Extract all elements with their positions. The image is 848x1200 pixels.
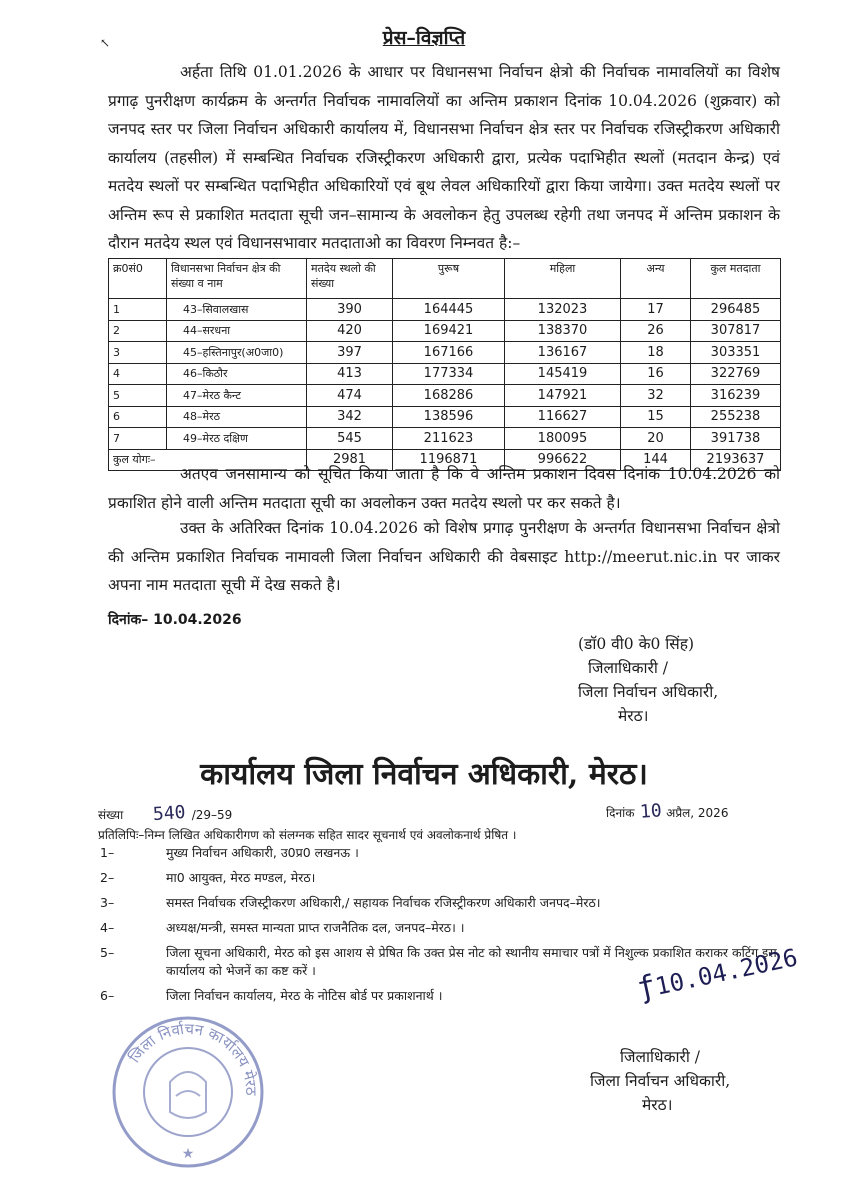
letter-date-rest: अप्रैल, 2026	[666, 806, 729, 820]
cell-serial: 1	[109, 299, 167, 321]
cell-polling-stations: 545	[307, 428, 393, 450]
cell-male: 164445	[393, 299, 505, 321]
cell-male: 177334	[393, 363, 505, 385]
website-paragraph	[108, 514, 780, 600]
letter-date-label: दिनांक	[606, 806, 635, 820]
cell-polling-stations: 474	[307, 385, 393, 407]
cell-serial: 3	[109, 342, 167, 364]
svg-text:★: ★	[181, 1146, 195, 1162]
signatory-office: जिला निर्वाचन अधिकारी,	[578, 683, 719, 701]
cell-constituency: 43–सिवालखास	[167, 299, 307, 321]
scan-mark: ↖	[100, 36, 111, 50]
list-item-text: मा0 आयुक्त, मेरठ मण्डल, मेरठ।	[166, 870, 316, 885]
cell-serial: 4	[109, 363, 167, 385]
cell-serial: 7	[109, 428, 167, 450]
cell-constituency: 44–सरधना	[167, 320, 307, 342]
cell-polling-stations: 390	[307, 299, 393, 321]
cell-total-male: 1196871	[393, 449, 505, 471]
cell-constituency: 45–हस्तिनापुर(अ0जा0)	[167, 342, 307, 364]
table-row	[109, 406, 781, 428]
list-item-text: समस्त निर्वाचक रजिस्ट्रीकरण अधिकारी,/ सहायक निर्वाचक रजिस्ट्रीकरण अधिकारी जनपद–मेरठ।	[166, 895, 601, 910]
table-row	[109, 299, 781, 321]
cell-polling-stations: 397	[307, 342, 393, 364]
cell-female: 136167	[505, 342, 621, 364]
intro-paragraph	[108, 58, 780, 258]
list-item-number: 1–	[100, 845, 115, 860]
cell-polling-stations: 413	[307, 363, 393, 385]
header-male: पुरूष	[393, 259, 505, 299]
signature-scribble: ƒ	[634, 968, 660, 1007]
signatory-name: (डॉ0 वी0 के0 सिंह)	[578, 635, 695, 653]
header-constituency: विधानसभा निर्वाचन क्षेत्र की संख्या व नाम	[167, 259, 307, 299]
public-notice-text: अतएव जनसामान्य को सूचित किया जाता है कि वे अन्तिम प्रकाशन दिवस दिनांक 10.04.2026 को प्रकाशित होने वाली अन्तिम मतदाता सूची का अवलोकन उक्त मतदेय स्थलो पर कर सकते है।	[108, 465, 780, 512]
signatory-city: मेरठ।	[642, 1096, 673, 1114]
header-serial: क्र0सं0	[109, 259, 167, 299]
cell-other: 32	[621, 385, 691, 407]
signatory-designation: जिलाधिकारी /	[588, 659, 669, 677]
list-item-text: जिला निर्वाचन कार्यालय, मेरठ के नोटिस बोर्ड पर प्रकाशनार्थ ।	[166, 988, 443, 1003]
signature-block-2	[590, 1045, 790, 1117]
cell-other: 17	[621, 299, 691, 321]
list-item-number: 3–	[100, 895, 115, 910]
list-item-number: 5–	[100, 945, 115, 960]
cell-female: 132023	[505, 299, 621, 321]
cell-total: 391738	[691, 428, 781, 450]
list-item	[100, 919, 790, 937]
list-item-number: 2–	[100, 870, 115, 885]
list-item	[100, 894, 790, 912]
header-total: कुल मतदाता	[691, 259, 781, 299]
cell-male: 211623	[393, 428, 505, 450]
website-text: उक्त के अतिरिक्त दिनांक 10.04.2026 को विशेष प्रगाढ़ पुनरीक्षण के अन्तर्गत विधानसभा निर्वाचन क्षेत्रो की अन्तिम प्रकाशित निर्वाचक नामावली जिला निर्वाचन अधिकारी की वेबसाइट http://meerut.nic.in पर जाकर अपना नाम मतदाता सूची में देख सकते है।	[108, 519, 780, 594]
table-row	[109, 428, 781, 450]
cell-female: 138370	[505, 320, 621, 342]
intro-text: अर्हता तिथि 01.01.2026 के आधार पर विधानसभा निर्वाचन क्षेत्रो की निर्वाचक नामावलियों का विशेष प्रगाढ़ पुनरीक्षण कार्यक्रम के अन्तर्गत निर्वाचक नामावलियों का अन्तिम प्रकाशन दिनांक 10.04.2026 (शुक्रवार) को जनपद स्तर पर जिला निर्वाचन अधिकारी कार्यालय में, विधानसभा निर्वाचन क्षेत्र स्तर पर निर्वाचक रजिस्ट्रीकरण अधिकारी कार्यालय (तहसील) में सम्बन्धित निर्वाचक रजिस्ट्रीकरण अधिकारी द्वारा, प्रत्येक पदाभिहीत स्थलों (मतदान केन्द्र) एवं मतदेय स्थलों पर सम्बन्धित पदाभिहीत अधिकारियों एवं बूथ लेवल अधिकारियों द्वारा किया जायेगा। उक्त मतदेय स्थलों पर अन्तिम रूप से प्रकाशित मतदाता सूची जन–सामान्य के अवलोकन हेतु उपलब्ध रहेगी तथा जनपद में अन्तिम प्रकाशन के दौरान मतदेय स्थल एवं विधानसभावार मतदाताओ का विवरण निम्नवत है:–	[108, 63, 780, 252]
cell-constituency: 47–मेरठ कैन्ट	[167, 385, 307, 407]
date-line: दिनांक– 10.04.2026	[108, 612, 242, 628]
list-item-text: मुख्य निर्वाचन अधिकारी, उ0प्र0 लखनऊ ।	[166, 845, 359, 860]
cell-total: 322769	[691, 363, 781, 385]
cell-male: 138596	[393, 406, 505, 428]
letter-date	[606, 801, 728, 822]
table-row	[109, 385, 781, 407]
list-item	[100, 869, 790, 887]
signatory-designation: जिलाधिकारी /	[620, 1048, 701, 1066]
reference-number	[98, 803, 232, 824]
office-heading: कार्यालय जिला निर्वाचन अधिकारी, मेरठ।	[200, 757, 648, 792]
cell-male: 169421	[393, 320, 505, 342]
list-item-text: अध्यक्ष/मन्त्री, समस्त मान्यता प्राप्त राजनैतिक दल, जनपद–मेरठ। ।	[166, 920, 465, 935]
table-row	[109, 320, 781, 342]
table-row	[109, 342, 781, 364]
list-item	[100, 844, 790, 862]
header-other: अन्य	[621, 259, 691, 299]
cell-polling-stations: 420	[307, 320, 393, 342]
list-item-number: 6–	[100, 988, 115, 1003]
cell-serial: 5	[109, 385, 167, 407]
cell-female: 145419	[505, 363, 621, 385]
copy-to-line: प्रतिलिपिः–निम्न लिखित अधिकारीगण को संलग्नक सहित सादर सूचनार्थ एवं अवलोकनार्थ प्रेषित ।	[98, 828, 517, 842]
reference-label: संख्या	[98, 808, 124, 822]
cell-grand-total: 2193637	[691, 449, 781, 471]
cell-other: 26	[621, 320, 691, 342]
cell-total-other: 144	[621, 449, 691, 471]
cell-other: 15	[621, 406, 691, 428]
reference-handwritten: 540	[152, 801, 187, 826]
cell-male: 167166	[393, 342, 505, 364]
voter-table	[108, 258, 781, 471]
public-notice-paragraph	[108, 460, 780, 517]
cell-female: 180095	[505, 428, 621, 450]
document-title: प्रेस–विज्ञप्ति	[382, 27, 466, 49]
cell-constituency: 48–मेरठ	[167, 406, 307, 428]
letter-date-handwritten: 10	[639, 800, 663, 823]
cell-total: 307817	[691, 320, 781, 342]
signatory-city: मेरठ।	[618, 707, 649, 725]
cell-serial: 6	[109, 406, 167, 428]
office-seal-stamp	[108, 1012, 268, 1172]
table-header-row	[109, 259, 781, 299]
cell-polling-stations: 342	[307, 406, 393, 428]
cell-other: 16	[621, 363, 691, 385]
cell-female: 147921	[505, 385, 621, 407]
handwritten-date: 10.04.2026	[652, 943, 801, 1001]
cell-male: 168286	[393, 385, 505, 407]
cell-female: 116627	[505, 406, 621, 428]
list-item-text: जिला सूचना अधिकारी, मेरठ को इस आशय से प्रेषित कि उक्त प्रेस नोट को स्थानीय समाचार पत्रों में निशुल्क प्रकाशित कराकर कटिंग इस कार्यालय को भेजनें का कष्ट करें ।	[166, 945, 777, 978]
svg-text:जिला निर्वाचन कार्यालय मेरठ: जिला निर्वाचन कार्यालय मेरठ	[125, 1019, 261, 1096]
cell-other: 18	[621, 342, 691, 364]
cell-total-female: 996622	[505, 449, 621, 471]
cell-total: 303351	[691, 342, 781, 364]
cell-other: 20	[621, 428, 691, 450]
signature-block-1	[578, 632, 778, 728]
cell-constituency: 49–मेरठ दक्षिण	[167, 428, 307, 450]
cell-total-label: कुल योगः–	[109, 449, 307, 471]
signatory-office: जिला निर्वाचन अधिकारी,	[590, 1072, 731, 1090]
cell-total: 255238	[691, 406, 781, 428]
header-female: महिला	[505, 259, 621, 299]
reference-rest: /29–59	[191, 808, 233, 822]
cell-serial: 2	[109, 320, 167, 342]
cell-total-polling-stations: 2981	[307, 449, 393, 471]
cell-total: 296485	[691, 299, 781, 321]
table-row	[109, 363, 781, 385]
list-item-number: 4–	[100, 920, 115, 935]
cell-constituency: 46–किठौर	[167, 363, 307, 385]
header-polling-stations: मतदेय स्थलो की संख्या	[307, 259, 393, 299]
cell-total: 316239	[691, 385, 781, 407]
